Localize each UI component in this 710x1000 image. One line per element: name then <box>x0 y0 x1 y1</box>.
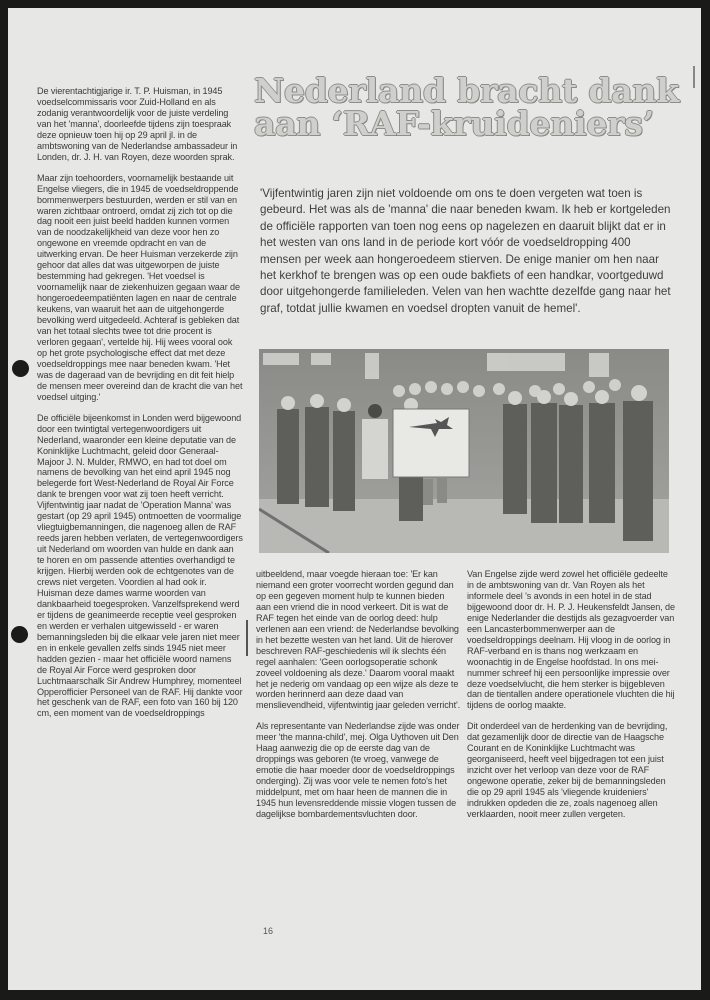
headline-line-1: Nederland bracht dank <box>254 71 679 110</box>
crease-mark <box>246 620 248 656</box>
paragraph: Van Engelse zijde werd zowel het officiële gedeelte in de ambtswoning van dr. Van Royen als het informele deel 's avonds in een hotel in de stad bijgewoond door dr. H. P. J. Heukensfeldt Jansen, de enige Nederlander die destijds als gezagvoerder van een Lancasterbommenwerper aan de voedseldroppings deelnam. Hij vloog in de oorlog in RAF-verband en is thans nog werkzaam en woonachtig in de Engelse hoofdstad. In ons mei-nummer schreef hij een persoonlijke impressie over deze voedselvlucht, die hem sterker is bijgebleven dan de tientallen andere operationele vluchten die hij tijdens de oorlog maakte. <box>467 569 675 711</box>
right-column <box>467 569 677 830</box>
middle-column <box>256 569 461 830</box>
intro-quote: 'Vijfentwintig jaren zijn niet voldoende om ons te doen vergeten wat toen is gebeurd. Het was als de 'manna' die naar beneden kwam. Ik heb er kortgeleden de officiële rapporten van toen nog eens op nagelezen en daaruit blijkt dat er in het westen van ons land in de periode kort vóór de voedseldropping 400 mensen per week aan hongeroedeem stierven. De enige manier om hen naar het kerkhof te brengen was op een oude bakfiets of een handkar, voortgeduwd door uitgehongerde familieleden. Velen van hen wachtte dezelfde gang naar het graf, totdat jullie kwamen en voedsel dropten vanuit de hemel'. <box>260 187 671 315</box>
headline-line-2: aan ‘RAF-kruideniers’ <box>254 104 655 143</box>
scanned-page <box>8 8 701 990</box>
paragraph: Als representante van Nederlandse zijde was onder meer 'the manna-child', mej. Olga Uythoven uit Den Haag aanwezig die op de eerste dag van de droppings was geboren (te vroeg, vanwege de emotie die haar moeder door de voedseldroppings onderging). Zij was voor vele te nemen foto's het middelpunt, met om haar heen de mannen die in 1945 hun levensreddende missie vlogen tussen de dagelijkse bombardementsvluchten door. <box>256 721 460 820</box>
woman-dress <box>362 419 388 479</box>
headline <box>254 71 684 143</box>
paragraph: Dit onderdeel van de herdenking van de bevrijding, dat gezamenlijk door de directie van de Haagsche Courant en de Koninklijke Luchtmacht was georganiseerd, heeft veel bijgedragen tot een juist inzicht over het verloop van deze voor de RAF ongewone operatie, zeker bij de bemanningsleden die op 29 april 1945 als 'vliegende kruideniers' indrukken opdeden die ze, zoals nagenoeg allen verklaarden, nooit meer zullen vergeten. <box>467 721 668 820</box>
paragraph: Maar zijn toehoorders, voornamelijk bestaande uit Engelse vliegers, die in 1945 de voedseldroppende bommenwerpers bestuurden, werden er stil van en waren zichtbaar ontroerd, omdat zij zich tot op die dag nooit een juist beeld hadden kunnen vormen van de noodzakelijkheid van deze voor hen zo ongewone en vreemde opdracht en van de uitwerking ervan. De heer Huisman verzekerde zijn gehoor dat alles dat was uitgeworpen de juiste bestemming had gekregen. 'Het voedsel is voornamelijk naar de ziekenhuizen gegaan waar de hongeroedeempatiënten lagen en naar de centrale keukens, van waaruit het aan de uitgehongerde bevolking werd uitgedeeld. Achteraf is gebleken dat van het totaal slechts twee tot drie procent is verloren gegaan', vertelde hij. Hij wees vooral ook op het grote psychologische effect dat met deze voedseldroppings mee naar beneden kwam. 'Het was de dageraad van de bevrijding en dit feit hielp de mensen meer overeind dan de kracht die van het voedsel uitging.' <box>37 172 243 402</box>
child <box>437 477 447 503</box>
child <box>423 479 433 505</box>
woman-head <box>368 404 382 418</box>
page-number: 16 <box>263 926 274 936</box>
group-photo <box>259 349 669 553</box>
paragraph: De officiële bijeenkomst in Londen werd bijgewoond door een twintigtal vertegenwoordigers uit Nederland, waaronder een kleine deputatie van de Koninklijke Luchtmacht, geleid door Generaal-Majoor J. N. Mulder, RMWO, en had tot doel om namens de bevolking van het eind april 1945 nog belegerde fort West-Nederland de Royal Air Force dank te brengen voor wat zij toen heeft verricht. Vijfentwintig jaar nadat de 'Operation Manna' was gestart (op 29 april 1945) ontmoetten de voormalige vliegtuigbemanningen, die nagenoeg allen de RAF reeds jaren hebben verlaten, de vertegenwoordigers uit Nederland om woorden van hulde en dank aan te horen en om passende attenties overhandigd te krijgen. Hierbij werden ook de echtgenotes van de crews niet vergeten. Voordien al had ook ir. Huisman deze dames warme woorden van dankbaarheid toegesproken. Vanzelfsprekend werd er tijdens de geanimeerde receptie veel gesproken en werden er verhalen uitgewisseld - er waren bemanningsleden bij die elkaar vele jaren niet meer en in enkele gevallen zelfs sinds 1945 niet meer hadden gezien - maar het officiële woord namens de Royal Air Force werd gesproken door Luchtmaarschalk Sir Andrew Humphrey, momenteel Opperofficier Personeel van de RAF. Hij dankte voor het geschenk van de RAF, een foto van 160 bij 120 cm, een moment van de voedseldroppings <box>37 412 243 719</box>
punch-hole <box>11 626 28 643</box>
group-photo-illustration <box>259 349 669 553</box>
paragraph: uitbeeldend, maar voegde hieraan toe: 'Er kan niemand een groter voorrecht worden gegund dan op een gegeven moment hulp te kunnen bieden aan een vriend die in nood verkeert. Dit is wat de RAF tegen het einde van de oorlog deed: hulp verlenen aan een vriend: de Nederlandse bevolking in het bezette westen van het land. Uit de hierover beschreven RAF-geschiedenis wil ik slechts één regel aanhalen: 'Geen oorlogsoperatie schonk zoveel voldoening als deze.' Daarom vooral maakt het je nederig om vandaag op een wijze als deze te worden herinnerd aan deze daad van menslievendheid, vijfentwintig jaar geleden verricht'. <box>256 569 461 711</box>
paragraph: De vierentachtigjarige ir. T. P. Huisman, in 1945 voedselcommissaris voor Zuid-Holland en als zodanig verantwoordelijk voor de juiste verdeling van het 'manna', doorleefde tijdens zijn toespraak deze opnieuw toen hij op 29 april jl. in de ambtswoning van de Nederlandse ambassadeur in Londen, dr. J. H. van Royen, deze woorden sprak. <box>37 86 238 162</box>
presented-photo <box>393 409 469 477</box>
punch-hole <box>12 360 29 377</box>
crease-mark <box>693 66 695 88</box>
left-column <box>37 86 243 729</box>
